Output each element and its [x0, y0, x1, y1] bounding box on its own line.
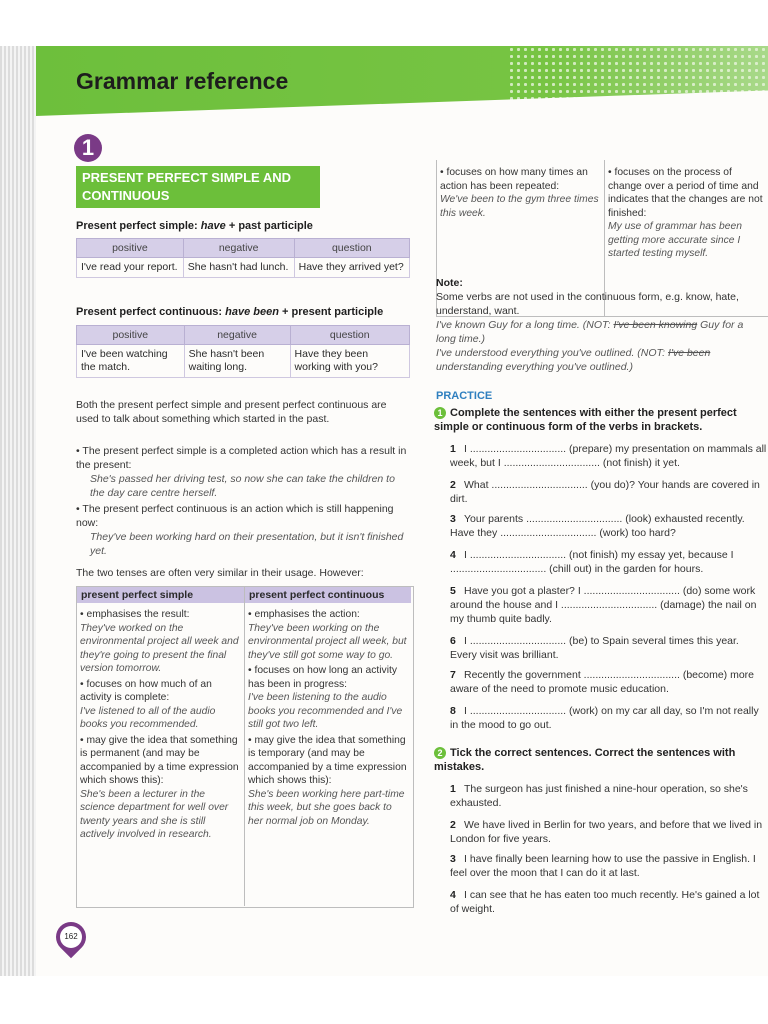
ppc-cell-positive: I've been watching the match. — [77, 345, 185, 378]
pps-formula-b: have — [200, 220, 226, 232]
exercise-1-number: 1 — [434, 407, 446, 419]
pps-cell-question: Have they arrived yet? — [294, 258, 409, 278]
ex1-item-7-text: Recently the government ................................. (become) more aware of the need to promote music education. — [450, 669, 755, 695]
ex1-item-5-number: 5 — [450, 585, 456, 597]
intro-bullet-2: • The present perfect continuous is an action which is still happening now: — [76, 502, 408, 530]
ex1-item-3 — [450, 512, 768, 540]
right-point-3: • may give the idea that something is temporary (and may be accompanied by a time expression which shows this): — [248, 734, 408, 788]
top-right-point: • focuses on the process of change over a period of time and indicates that the changes are not finished: — [608, 166, 764, 220]
ex1-item-7-number: 7 — [450, 669, 456, 681]
pps-header-negative: negative — [183, 239, 294, 258]
section-number-badge: 1 — [74, 134, 102, 162]
compare-left-column — [80, 608, 240, 842]
ex2-item-4-number: 4 — [450, 889, 456, 901]
ppc-header-negative: negative — [184, 326, 290, 345]
ex1-item-8 — [450, 704, 768, 732]
ex1-item-8-number: 8 — [450, 705, 456, 717]
compare-divider — [244, 586, 245, 906]
right-example-3: She's been working here part-time this week, but she goes back to her normal job on Monday. — [248, 788, 405, 827]
ex2-item-3-number: 3 — [450, 853, 456, 865]
note-line-2a: I've known Guy for a long time. (NOT: — [436, 319, 614, 331]
exercise-1-heading — [434, 406, 766, 434]
page-title: Grammar reference — [76, 68, 289, 94]
note-heading: Note: — [436, 277, 463, 289]
left-example-1: They've worked on the environmental project all week and they're going to present the final version tomorrow. — [80, 622, 239, 674]
ex1-item-2 — [450, 478, 768, 506]
ex2-item-3-text: I have finally been learning how to use the passive in English. I feel over the moon that I can do it at last. — [450, 853, 756, 879]
ex2-item-2 — [450, 818, 768, 846]
note-line-3b: understanding everything you've outlined.) — [436, 361, 633, 373]
compare-right-head: present perfect continuous — [245, 587, 411, 603]
ex2-item-2-number: 2 — [450, 819, 456, 831]
ex2-item-1-number: 1 — [450, 783, 456, 795]
pps-cell-positive: I've read your report. — [77, 258, 184, 278]
section-title-line2: CONTINUOUS — [82, 188, 170, 203]
ppc-table — [76, 325, 410, 378]
practice-label: PRACTICE — [436, 390, 493, 402]
note-line-2 — [436, 318, 766, 346]
note-line-1: Some verbs are not used in the continuous form, e.g. know, hate, understand, want. — [436, 291, 739, 317]
ex1-item-5-text: Have you got a plaster? I ................................. (do) some work around the house and I ................................. (damage) the nail on my thumb quite badly. — [450, 585, 757, 625]
ex1-item-6-text: I ................................. (be) to Spain several times this year. Every visit was brilliant. — [450, 635, 739, 661]
note-line-3-strike: I've been — [668, 347, 711, 359]
ex2-item-3 — [450, 852, 768, 880]
ex1-item-3-text: Your parents ................................. (look) exhausted recently. Have they ................................. (work) too hard? — [450, 513, 745, 539]
note-line-2b: Guy for a long time.) — [436, 319, 744, 345]
ppc-formula-b: have been — [225, 306, 279, 318]
ex1-item-4-text: I ................................. (not finish) my essay yet, because I ................................. (chill out) in the garden for hours. — [450, 549, 734, 575]
ex1-item-1 — [450, 442, 768, 470]
pps-header-question: question — [294, 239, 409, 258]
pps-header-positive: positive — [77, 239, 184, 258]
left-example-2: I've listened to all of the audio books you recommended. — [80, 705, 216, 730]
pps-table — [76, 238, 410, 278]
right-point-1: • emphasises the action: — [248, 608, 408, 622]
ex2-item-1-text: The surgeon has just finished a nine-hour operation, so she's exhausted. — [450, 783, 748, 809]
compare-continued-left — [440, 166, 600, 220]
right-point-2: • focuses on how long an activity has been in progress: — [248, 664, 408, 691]
top-right-example: My use of grammar has been getting more accurate since I started testing myself. — [608, 221, 742, 259]
ex2-item-4 — [450, 888, 768, 916]
compare-continued-right — [608, 166, 764, 261]
page-stack-edge — [0, 46, 38, 976]
ex1-item-4 — [450, 548, 768, 576]
ppc-cell-question: Have they been working with you? — [290, 345, 409, 378]
compare-right-column — [248, 608, 408, 828]
ex1-item-1-text: I ................................. (prepare) my presentation on mammals all week, but I ................................. (not finish) it yet. — [450, 443, 767, 469]
ex1-item-2-text: What ................................. (you do)? Your hands are covered in dirt. — [450, 479, 760, 505]
pps-formula-a: Present perfect simple: — [76, 220, 201, 232]
note-line-3a: I've understood everything you've outlined. (NOT: — [436, 347, 669, 359]
intro-bullet-1-example: She's passed her driving test, so now she can take the children to the day care centre herself. — [90, 473, 395, 499]
pps-formula-c: + past participle — [225, 220, 313, 232]
ex1-item-3-number: 3 — [450, 513, 456, 525]
left-example-3: She's been a lecturer in the science department for well over twenty years and she is still actively involved in research. — [80, 788, 229, 840]
ex2-item-1 — [450, 782, 768, 810]
left-point-3: • may give the idea that something is permanent (and may be accompanied by a time expression which shows this): — [80, 734, 240, 788]
note-line-3 — [436, 346, 766, 374]
pps-formula — [76, 220, 313, 232]
exercise-2-heading — [434, 746, 766, 774]
ex1-item-2-number: 2 — [450, 479, 456, 491]
ex1-item-5 — [450, 584, 768, 626]
exercise-1-instructions: Complete the sentences with either the present perfect simple or continuous form of the verbs in brackets. — [434, 407, 737, 433]
section-title-line1: PRESENT PERFECT SIMPLE AND — [82, 170, 291, 185]
pps-cell-negative: She hasn't had lunch. — [183, 258, 294, 278]
ppc-formula — [76, 306, 383, 318]
ex1-item-7 — [450, 668, 768, 696]
ppc-header-positive: positive — [77, 326, 185, 345]
intro-however: The two tenses are often very similar in their usage. However: — [76, 567, 364, 579]
ppc-formula-c: + present participle — [278, 306, 384, 318]
section-title-banner — [76, 166, 320, 208]
intro-bullet-1: • The present perfect simple is a completed action which has a result in the present: — [76, 444, 408, 472]
textbook-page — [36, 46, 768, 976]
ex1-item-1-number: 1 — [450, 443, 456, 455]
right-example-2: I've been listening to the audio books you recommended and I've still got two left. — [248, 692, 403, 730]
right-example-1: They've been working on the environmental project all week, but they've still got some way to go. — [248, 622, 407, 661]
ex1-item-6 — [450, 634, 768, 662]
ppc-cell-negative: She hasn't been waiting long. — [184, 345, 290, 378]
intro-bullet-2-example: They've been working hard on their presentation, but it isn't finished yet. — [90, 531, 404, 557]
ex1-item-4-number: 4 — [450, 549, 456, 561]
intro-paragraph: Both the present perfect simple and present perfect continuous are used to talk about something which started in the past. — [76, 399, 387, 425]
ppc-header-question: question — [290, 326, 409, 345]
ex1-item-8-text: I ................................. (work) on my car all day, so I'm not really in the mood to go out. — [450, 705, 759, 731]
ppc-formula-a: Present perfect continuous: — [76, 306, 226, 318]
ex2-item-4-text: I can see that he has eaten too much recently. He's gained a lot of weight. — [450, 889, 760, 915]
ex1-item-6-number: 6 — [450, 635, 456, 647]
ex2-item-2-text: We have lived in Berlin for two years, and before that we lived in London for five years. — [450, 819, 763, 845]
exercise-2-number: 2 — [434, 747, 446, 759]
top-left-point: • focuses on how many times an action has been repeated: — [440, 166, 600, 193]
top-left-example: We've been to the gym three times this week. — [440, 194, 599, 219]
note-line-2-strike: I've been knowing — [613, 319, 698, 331]
exercise-2-instructions: Tick the correct sentences. Correct the sentences with mistakes. — [434, 747, 736, 773]
compare-left-head: present perfect simple — [77, 587, 244, 603]
page-number: 162 — [60, 926, 82, 948]
left-point-2: • focuses on how much of an activity is complete: — [80, 678, 240, 705]
left-point-1: • emphasises the result: — [80, 608, 240, 622]
